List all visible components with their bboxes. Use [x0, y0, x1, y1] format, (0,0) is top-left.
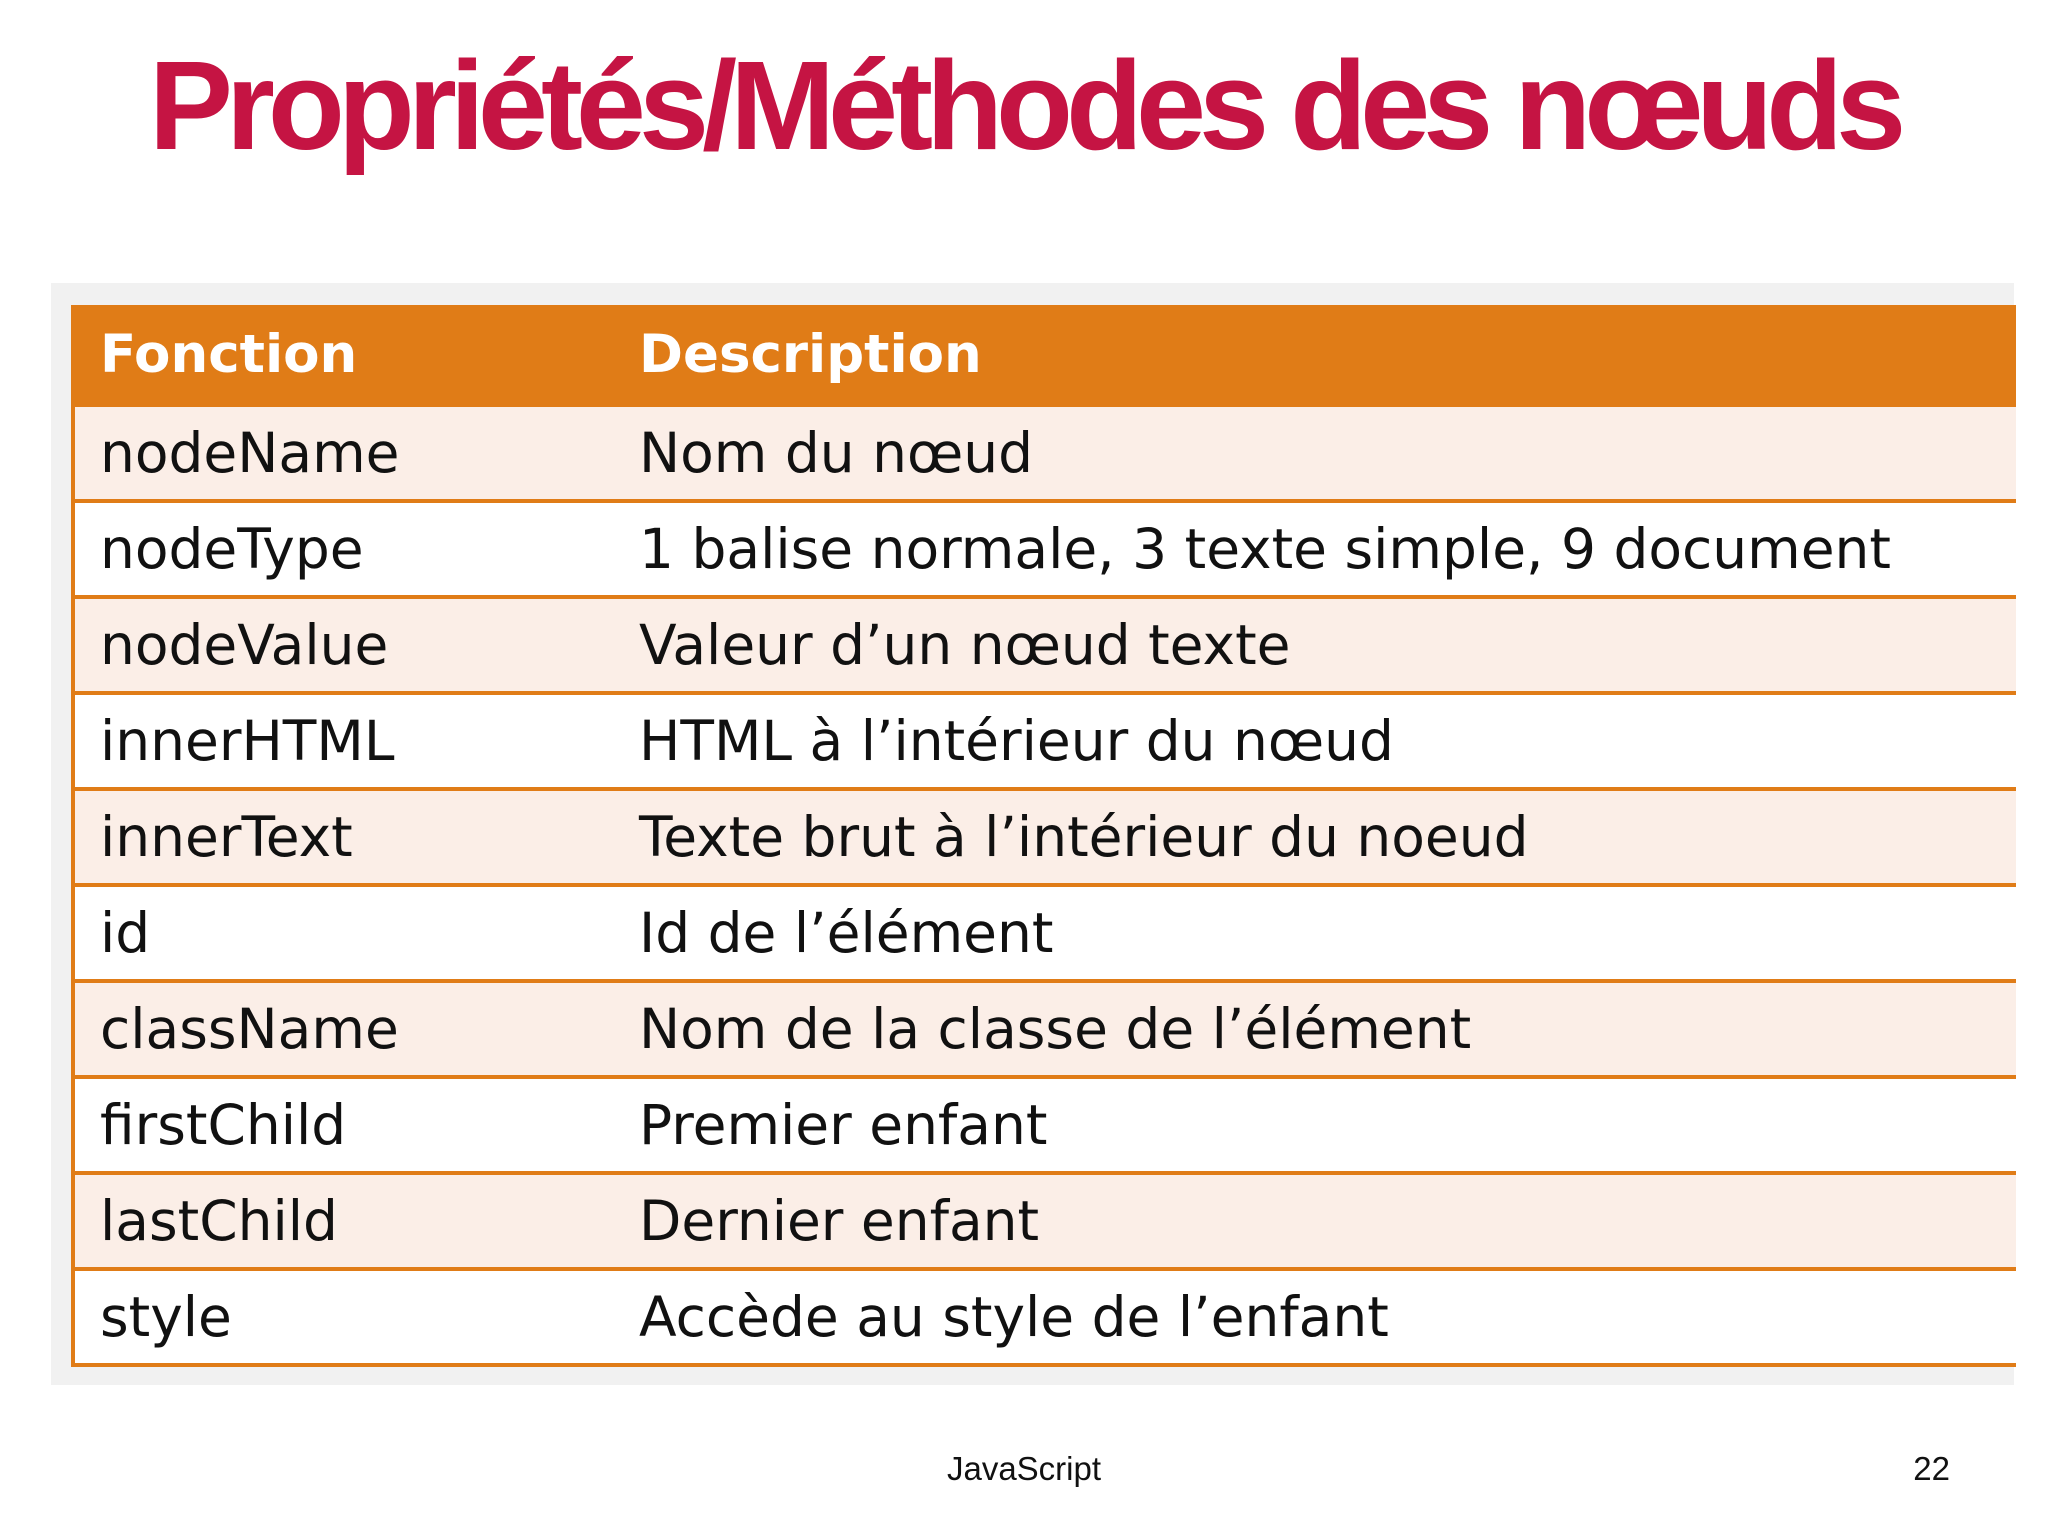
- description-cell: Valeur d’un nœud texte: [614, 597, 2016, 693]
- table-row: [73, 693, 2016, 789]
- function-cell: nodeValue: [73, 597, 614, 693]
- slide-title: Propriétés/Méthodes des nœuds: [148, 35, 1900, 176]
- table-row: [73, 1173, 2016, 1269]
- description-cell: Id de l’élément: [614, 885, 2016, 981]
- function-cell: style: [73, 1269, 614, 1365]
- table-row: [73, 885, 2016, 981]
- table-row: [73, 501, 2016, 597]
- table-row: [73, 406, 2016, 502]
- description-cell: Nom de la classe de l’élément: [614, 981, 2016, 1077]
- function-cell: id: [73, 885, 614, 981]
- table-row: [73, 597, 2016, 693]
- function-cell: className: [73, 981, 614, 1077]
- footer-text: JavaScript: [946, 1450, 1102, 1487]
- table-row: [73, 1269, 2016, 1365]
- description-cell: Accède au style de l’enfant: [614, 1269, 2016, 1365]
- description-cell: HTML à l’intérieur du nœud: [614, 693, 2016, 789]
- header-function: Fonction: [73, 305, 614, 406]
- description-cell: Nom du nœud: [614, 406, 2016, 502]
- table-row: [73, 1077, 2016, 1173]
- function-cell: lastChild: [73, 1173, 614, 1269]
- function-cell: innerText: [73, 789, 614, 885]
- table-row: [73, 789, 2016, 885]
- description-cell: Dernier enfant: [614, 1173, 2016, 1269]
- function-table: [71, 305, 2016, 1367]
- description-cell: 1 balise normale, 3 texte simple, 9 document: [614, 501, 2016, 597]
- header-description: Description: [614, 305, 2016, 406]
- description-cell: Premier enfant: [614, 1077, 2016, 1173]
- function-cell: nodeType: [73, 501, 614, 597]
- function-cell: firstChild: [73, 1077, 614, 1173]
- function-cell: innerHTML: [73, 693, 614, 789]
- description-cell: Texte brut à l’intérieur du noeud: [614, 789, 2016, 885]
- page-number: 22: [1913, 1450, 1950, 1487]
- table-header-row: [73, 305, 2016, 406]
- table-row: [73, 981, 2016, 1077]
- function-cell: nodeName: [73, 406, 614, 502]
